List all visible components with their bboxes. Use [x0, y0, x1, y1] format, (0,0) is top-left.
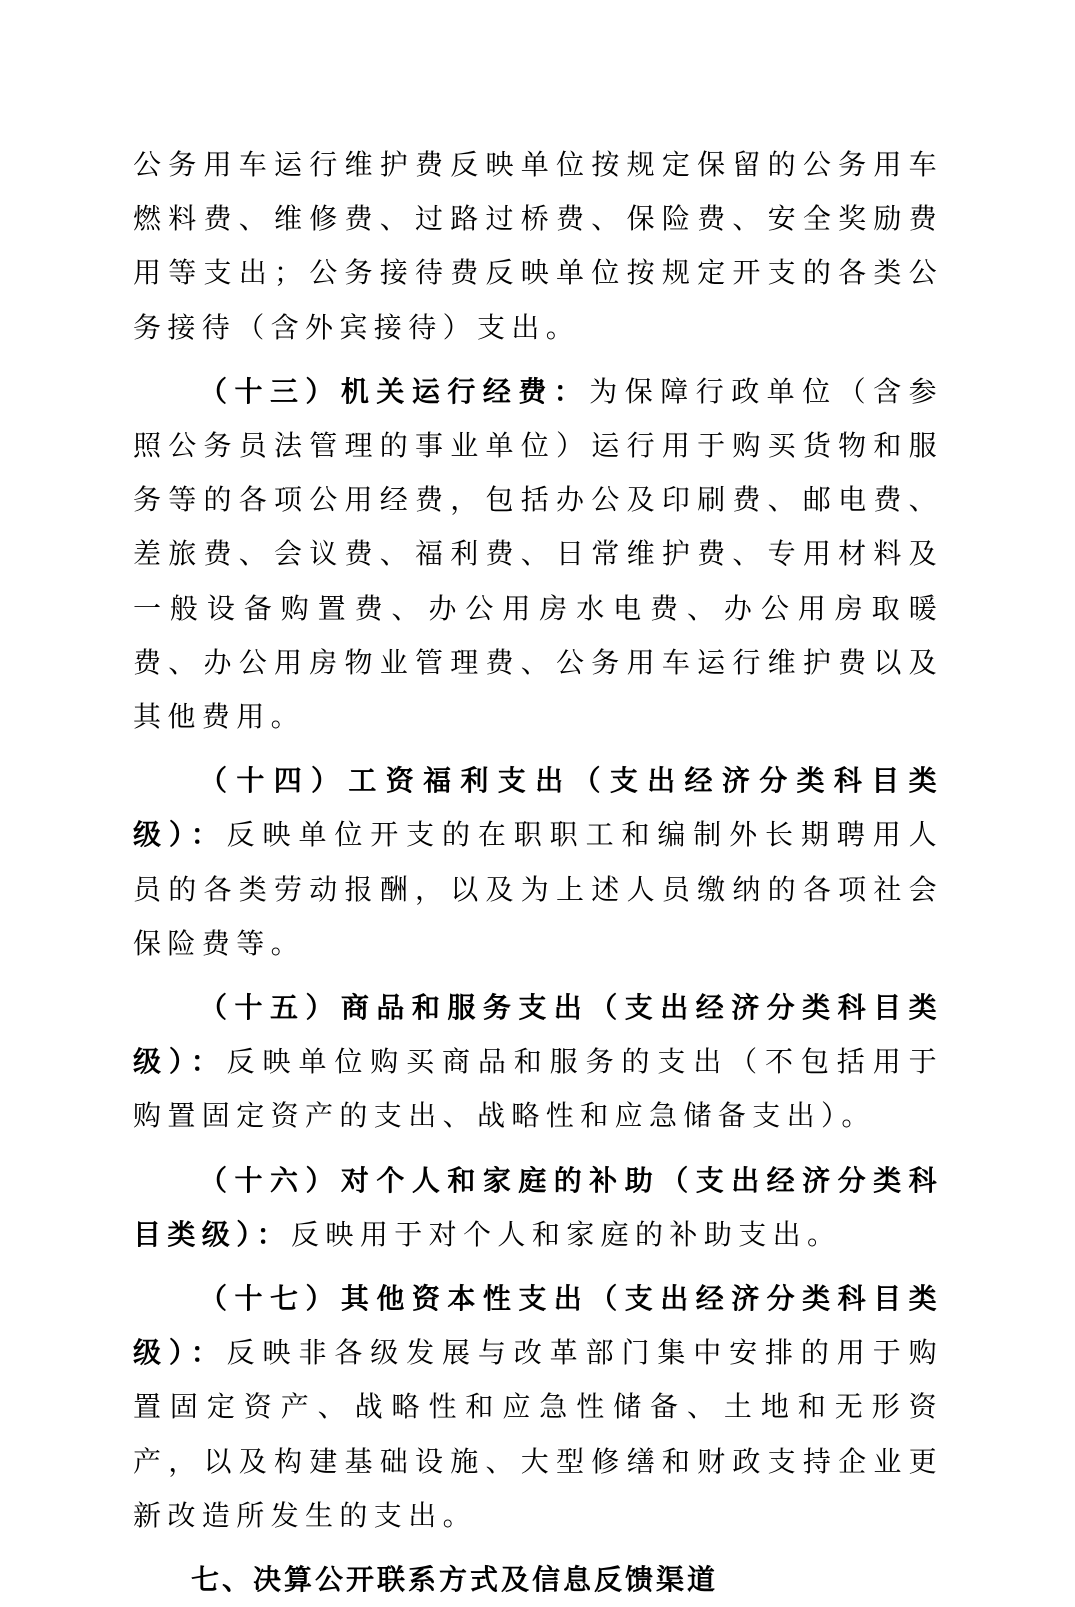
paragraph-item-17	[133, 1272, 943, 1543]
paragraph-item-15	[133, 981, 943, 1144]
paragraph-item-13	[133, 365, 943, 744]
paragraph-text: 反映非各级发展与改革部门集中安排的用于购置固定资产、战略性和应急性储备、土地和无形资产，以及构建基础设施、大型修缮和财政支持企业更新改造所发生的支出。	[133, 1336, 943, 1532]
paragraph-text: 公务用车运行维护费反映单位按规定保留的公务用车燃料费、维修费、过路过桥费、保险费、安全奖励费用等支出；公务接待费反映单位按规定开支的各类公务接待（含外宾接待）支出。	[133, 148, 943, 344]
term-heading: （十四）工资福利支出（支出经济分类科目类级）：	[133, 764, 943, 852]
section-heading: 七、决算公开联系方式及信息反馈渠道	[191, 1563, 719, 1597]
paragraph-text: 为保障行政单位（含参照公务员法管理的事业单位）运行用于购买货物和服务等的各项公用经费，包括办公及印刷费、邮电费、差旅费、会议费、福利费、日常维护费、专用材料及一般设备购置费、办公用房水电费、办公用房取暖费、办公用房物业管理费、公务用车运行维护费以及其他费用。	[133, 374, 943, 734]
paragraph-text: 反映单位开支的在职职工和编制外长期聘用人员的各类劳动报酬，以及为上述人员缴纳的各项社会保险费等。	[133, 818, 943, 960]
term-heading: （十六）对个人和家庭的补助（支出经济分类科目类级）：	[133, 1163, 943, 1251]
paragraph-vehicle-and-reception-costs	[133, 138, 943, 355]
paragraph-item-14	[133, 754, 943, 971]
term-heading: （十三）机关运行经费：	[199, 374, 590, 408]
document-page	[133, 138, 943, 1607]
paragraph-item-16	[133, 1154, 943, 1262]
term-heading: （十五）商品和服务支出（支出经济分类科目类级）：	[133, 991, 943, 1079]
paragraph-text: 反映用于对个人和家庭的补助支出。	[291, 1217, 842, 1251]
paragraph-text: 反映单位购买商品和服务的支出（不包括用于购置固定资产的支出、战略性和应急储备支出）。	[133, 1045, 943, 1133]
term-heading: （十七）其他资本性支出（支出经济分类科目类级）：	[133, 1282, 943, 1370]
